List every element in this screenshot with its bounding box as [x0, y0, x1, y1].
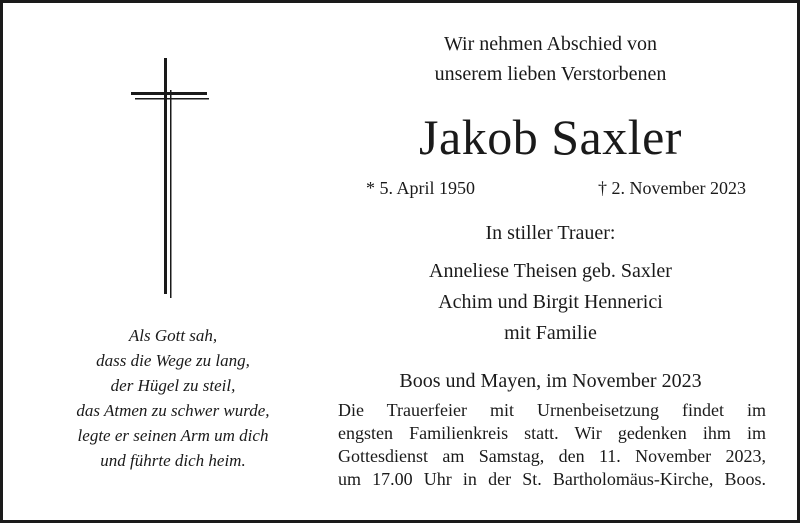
death-date: † 2. November 2023 — [598, 178, 746, 198]
mourner-name: mit Familie — [504, 322, 597, 344]
poem-line: legte er seinen Arm um dich — [77, 426, 269, 445]
notice-line: engsten Familienkreis statt. Wir gedenken ihm im — [338, 423, 766, 443]
notice-line: Die Trauerfeier mit Urnenbeisetzung findet im — [338, 400, 766, 420]
mourner-name: Achim und Birgit Hennerici — [438, 291, 663, 313]
mourning-title: In stiller Trauer: — [485, 222, 616, 244]
poem-line: das Atmen zu schwer wurde, — [76, 401, 270, 420]
mourner-name: Anneliese Theisen geb. Saxler — [429, 260, 672, 282]
poem-line: dass die Wege zu lang, — [96, 351, 250, 370]
intro-line-2: unserem lieben Verstorbenen — [434, 63, 667, 85]
place-date: Boos und Mayen, im November 2023 — [399, 370, 702, 392]
notice-line: um 17.00 Uhr in der St. Bartholomäus-Kirche, Boos. — [338, 469, 766, 489]
intro-line-1: Wir nehmen Abschied von — [443, 33, 658, 55]
notice-line: Gottesdienst am Samstag, den 11. November 2023, — [338, 446, 766, 466]
poem-line: Als Gott sah, — [128, 326, 218, 345]
funeral-notice — [338, 399, 766, 491]
poem-line: und führte dich heim. — [100, 451, 246, 470]
mourners-list — [338, 256, 763, 349]
deceased-name: Jakob Saxler — [419, 109, 682, 165]
memorial-poem — [23, 323, 323, 473]
poem-line: der Hügel zu steil, — [110, 376, 236, 395]
farewell-intro — [338, 29, 763, 89]
cross-icon — [127, 58, 211, 298]
left-column — [3, 3, 343, 520]
birth-date: * 5. April 1950 — [366, 178, 476, 198]
